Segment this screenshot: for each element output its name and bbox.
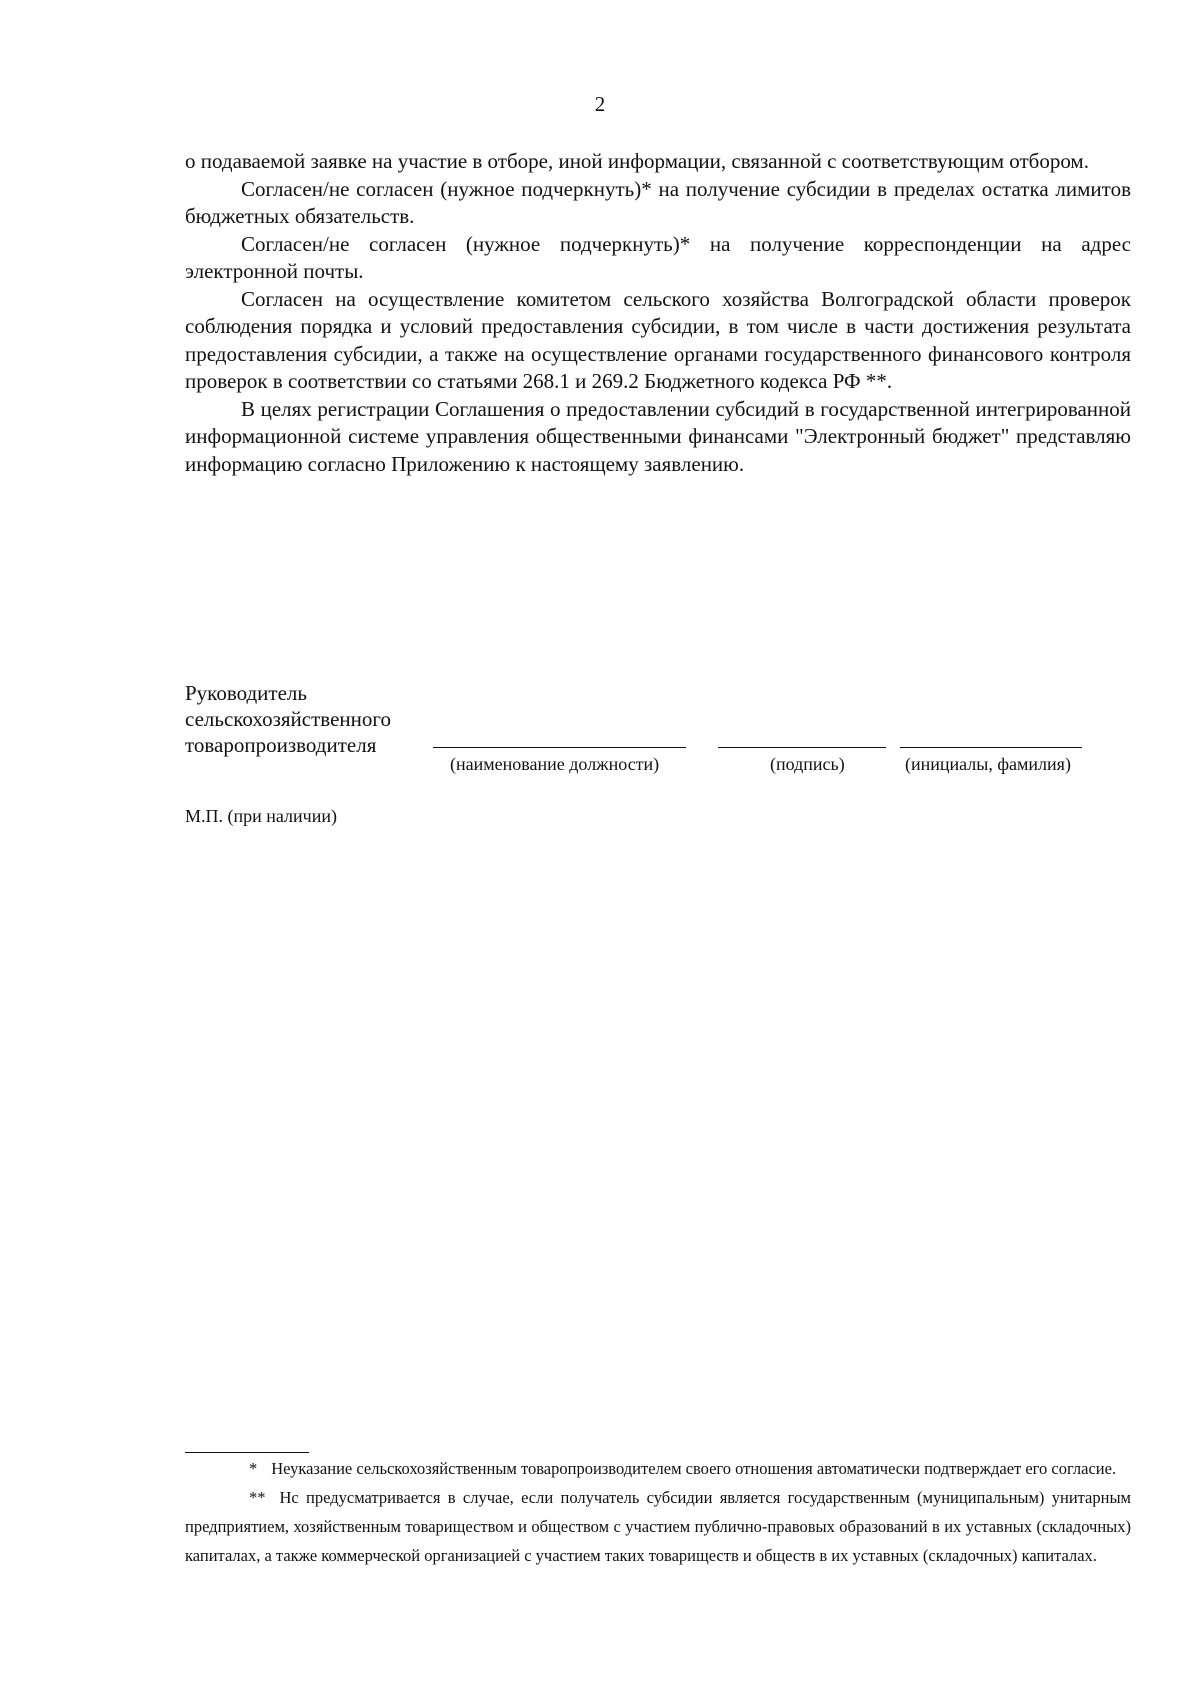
paragraph-subsidy-consent: Согласен/не согласен (нужное подчеркнуть)* на получение субсидии в пределах остатка лимитов бюджетных обязательств. <box>185 176 1131 228</box>
paragraph-agreement-registration: В целях регистрации Соглашения о предоставлении субсидий в государственной интегрированной информационной системе управления общественными финансами "Электронный бюджет" представляю информацию согласно Приложению к настоящему заявлению. <box>185 396 1131 476</box>
paragraph-email-consent: Согласен/не согласен (нужное подчеркнуть)* на получение корреспонденции на адрес электронной почты. <box>185 231 1131 283</box>
paragraph-inspection-consent: Согласен на осуществление комитетом сельского хозяйства Волгоградской области проверок соблюдения порядка и условий предоставления субсидии, в том числе в части достижения результата предоставления субсидии, а также на осуществление органами государственного финансового контроля проверок в соответствии со статьями 268.1 и 269.2 Бюджетного кодекса РФ **. <box>185 286 1131 393</box>
paragraph-continuation: о подаваемой заявке на участие в отборе, иной информации, связанной с соответствующим отбором. <box>185 149 1089 173</box>
position-caption: (наименование должности) <box>450 754 660 774</box>
signature-caption: (подпись) <box>770 754 845 774</box>
footnote-separator <box>185 1452 309 1453</box>
footnote-text: Нс предусматривается в случае, если получатель субсидии является государственным (муниципальным) унитарным предприятием, хозяйственным товариществом и обществом с участием публично-правовых образований в их уставных (складочных) капиталах, а также коммерческой организацией с участием таких товариществ и обществ в их уставных (складочных) капиталах. <box>185 1488 1131 1565</box>
stamp-note: М.П. (при наличии) <box>185 806 337 826</box>
signature-line <box>718 747 886 748</box>
footnotes <box>185 1454 1131 1570</box>
name-caption: (инициалы, фамилия) <box>905 754 1071 774</box>
footnote <box>185 1483 1131 1570</box>
position-signature-line <box>433 747 686 748</box>
footnote-text: Неуказание сельскохозяйственным товаропроизводителем своего отношения автоматически подтверждает его согласие. <box>271 1459 1117 1478</box>
footnote-mark: ** <box>249 1488 266 1507</box>
footnote <box>185 1454 1131 1483</box>
name-signature-line <box>900 747 1082 748</box>
footnote-mark: * <box>249 1459 258 1478</box>
page-number: 2 <box>594 92 606 116</box>
signatory-title-line: товаропроизводителя <box>185 733 377 757</box>
body-text <box>185 148 1131 478</box>
signatory-title-line: сельскохозяйственного <box>185 707 391 731</box>
signatory-title-line: Руководитель <box>185 681 307 705</box>
signatory-title <box>185 680 391 758</box>
